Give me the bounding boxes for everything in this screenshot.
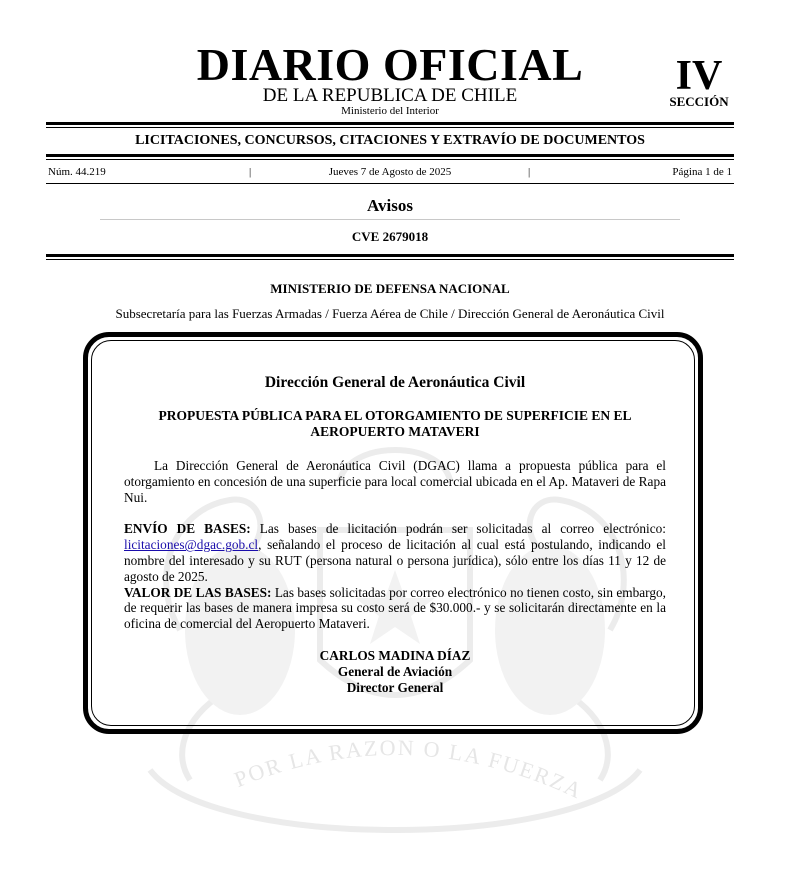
- section-rule-thin: [46, 159, 734, 160]
- avisos-rule: [100, 219, 680, 220]
- signature-name: CARLOS MADINA DÍAZ: [319, 647, 471, 663]
- watermark-motto: POR LA RAZON O LA FUERZA: [230, 734, 588, 804]
- avisos-heading: Avisos: [367, 196, 413, 215]
- envio-bases-paragraph: [124, 521, 666, 584]
- signature-rank: General de Aviación: [337, 663, 453, 679]
- section-rule-thick: [46, 154, 734, 157]
- section-label: SECCIÓN: [669, 94, 729, 109]
- masthead-title: DIARIO OFICIAL: [196, 39, 584, 90]
- envio-bases-text-continued: , señalando el proceso de licitación al cual está postulando, indicando el nombre del interesado y su RUT (persona natural o persona jurídica), sólo entre los días 11 y 12 de agosto de 2025.: [124, 537, 666, 584]
- cve-code: CVE 2679018: [351, 229, 429, 244]
- issue-separator-left: |: [249, 166, 252, 178]
- envio-email-link[interactable]: licitaciones@dgac.gob.cl: [124, 537, 259, 553]
- issue-date: Jueves 7 de Agosto de 2025: [328, 166, 452, 178]
- issue-separator-right: |: [528, 166, 531, 178]
- signature-block: [124, 648, 666, 696]
- section-title: LICITACIONES, CONCURSOS, CITACIONES Y EXTRAVÍO DE DOCUMENTOS: [135, 133, 645, 148]
- signature-title: Director General: [346, 679, 444, 695]
- section-number: IV: [675, 53, 723, 99]
- masthead-subtitle: DE LA REPUBLICA DE CHILE: [262, 85, 518, 106]
- issuer-subsecretaria: Subsecretaría para las Fuerzas Armadas / Fuerza Aérea de Chile / Dirección General de Aeronáutica Civil: [115, 306, 665, 321]
- envio-bases-text: Las bases de licitación podrán ser solicitadas al correo electrónico:: [259, 521, 666, 537]
- issue-page: Página 1 de 1: [672, 166, 732, 178]
- notice-content: [124, 374, 666, 696]
- cve-rule-thick: [46, 254, 734, 257]
- valor-bases-text: Las bases solicitadas por correo electrónico no tienen costo, sin embargo, de requerir las bases de manera impresa su costo será de $30.000.- y se solicitarán directamente en la oficina de comercial del Aeropuerto Mataveri.: [124, 584, 666, 632]
- issue-rule: [46, 183, 734, 184]
- header-rule-thin: [46, 127, 734, 128]
- masthead-ministry: Ministerio del Interior: [341, 105, 439, 117]
- issue-number: Núm. 44.219: [48, 166, 106, 178]
- notice-intro: La Dirección General de Aeronáutica Civil (DGAC) llama a propuesta pública para el otorgamiento en concesión de una superficie para local comercial ubicada en el Ap. Mataveri de Rapa Nui.: [124, 458, 666, 505]
- valor-bases-paragraph: [124, 585, 666, 632]
- header-rule-thick: [46, 122, 734, 125]
- envio-bases-label: ENVÍO DE BASES:: [124, 521, 251, 537]
- proposal-title: PROPUESTA PÚBLICA PARA EL OTORGAMIENTO DE SUPERFICIE EN EL AEROPUERTO MATAVERI: [158, 408, 632, 439]
- cve-rule-thin: [46, 259, 734, 260]
- issuer-ministry: MINISTERIO DE DEFENSA NACIONAL: [270, 281, 510, 296]
- valor-bases-label: VALOR DE LAS BASES:: [124, 584, 272, 600]
- notice-heading: Dirección General de Aeronáutica Civil: [264, 374, 526, 391]
